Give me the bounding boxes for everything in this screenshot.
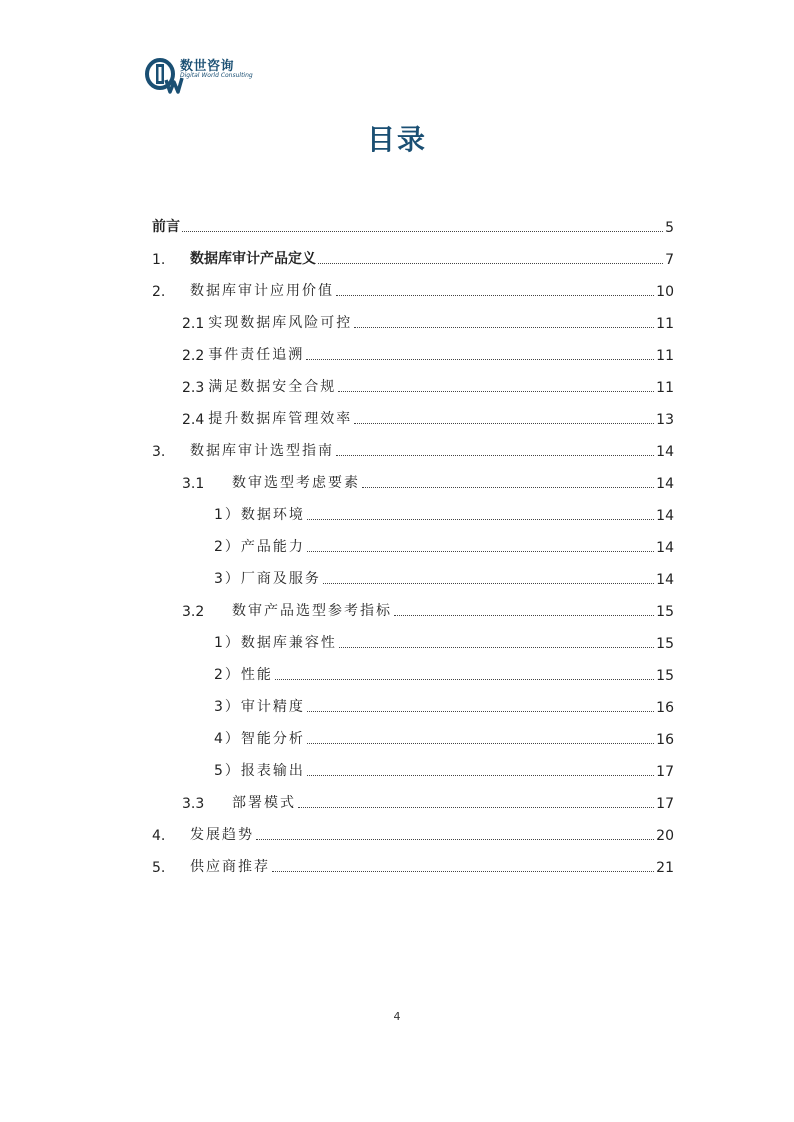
toc-entry-page: 5 xyxy=(665,220,674,236)
toc-dot-leader xyxy=(182,231,663,232)
toc-entry-page: 14 xyxy=(656,540,674,556)
toc-dot-leader xyxy=(298,807,654,808)
toc-entry-page: 14 xyxy=(656,508,674,524)
toc-entry-page: 11 xyxy=(656,348,674,364)
toc-entry-label: 实现数据库风险可控 xyxy=(208,315,353,331)
toc-entry[interactable] xyxy=(152,428,674,460)
toc-entry-page: 7 xyxy=(665,252,674,268)
toc-entry-page: 11 xyxy=(656,316,674,332)
toc-entry-label: 1）数据环境 xyxy=(214,507,305,523)
toc-entry[interactable] xyxy=(152,364,674,396)
toc-entry-number: 1. xyxy=(152,252,166,268)
toc-dot-leader xyxy=(354,327,654,328)
toc-entry[interactable] xyxy=(152,588,674,620)
company-logo xyxy=(144,52,254,96)
toc-entry-number: 3.3 xyxy=(182,796,205,812)
toc-entry-number: 2.4 xyxy=(182,412,205,428)
toc-entry-number: 2.2 xyxy=(182,348,205,364)
toc-entry-page: 16 xyxy=(656,700,674,716)
toc-dot-leader xyxy=(323,583,654,584)
toc-dot-leader xyxy=(256,839,654,840)
toc-entry-label: 部署模式 xyxy=(232,795,296,811)
toc-entry[interactable] xyxy=(152,844,674,876)
toc-entry-page: 14 xyxy=(656,444,674,460)
toc-entry[interactable] xyxy=(152,396,674,428)
toc-dot-leader xyxy=(362,487,654,488)
toc-entry-label: 发展趋势 xyxy=(190,827,254,843)
toc-entry-number: 4. xyxy=(152,828,166,844)
page-title: 目录 xyxy=(366,123,427,156)
toc-dot-leader xyxy=(338,391,654,392)
toc-entry-page: 17 xyxy=(656,796,674,812)
toc-entry[interactable] xyxy=(152,332,674,364)
toc-entry-page: 11 xyxy=(656,380,674,396)
toc-entry-number: 2. xyxy=(152,284,166,300)
toc-entry-page: 17 xyxy=(656,764,674,780)
logo-brand-text: 数世咨询 xyxy=(180,59,235,74)
toc-dot-leader xyxy=(306,359,654,360)
toc-entry-page: 14 xyxy=(656,476,674,492)
toc-entry-number: 3.1 xyxy=(182,476,205,492)
toc-dot-leader xyxy=(272,871,654,872)
toc-entry[interactable] xyxy=(152,524,674,556)
toc-dot-leader xyxy=(339,647,654,648)
toc-entry-label: 2）性能 xyxy=(214,667,273,683)
logo-subtitle: Digital World Consulting xyxy=(180,72,253,79)
toc-dot-leader xyxy=(354,423,654,424)
toc-entry[interactable] xyxy=(152,300,674,332)
toc-dot-leader xyxy=(275,679,654,680)
toc-entry[interactable] xyxy=(152,460,674,492)
toc-dot-leader xyxy=(307,711,654,712)
toc-entry-label: 数审选型考虑要素 xyxy=(232,475,360,491)
toc-entry-page: 10 xyxy=(656,284,674,300)
toc-entry-number: 3.2 xyxy=(182,604,205,620)
toc-entry[interactable] xyxy=(152,556,674,588)
toc-entry-number: 2.1 xyxy=(182,316,205,332)
toc-entry[interactable] xyxy=(152,652,674,684)
table-of-contents xyxy=(152,204,674,876)
toc-entry-page: 15 xyxy=(656,636,674,652)
toc-entry[interactable] xyxy=(152,204,674,236)
dw-logo-icon xyxy=(144,52,184,96)
toc-entry-label: 供应商推荐 xyxy=(190,859,270,875)
toc-entry[interactable] xyxy=(152,620,674,652)
toc-entry-label: 数审产品选型参考指标 xyxy=(232,603,392,619)
toc-dot-leader xyxy=(307,519,654,520)
page-number: 4 xyxy=(393,1010,401,1023)
toc-dot-leader xyxy=(336,455,654,456)
toc-entry-label: 前言 xyxy=(152,219,180,235)
toc-entry-label: 3）审计精度 xyxy=(214,699,305,715)
toc-dot-leader xyxy=(336,295,654,296)
toc-entry-page: 21 xyxy=(656,860,674,876)
toc-entry-number: 3. xyxy=(152,444,166,460)
toc-entry[interactable] xyxy=(152,748,674,780)
toc-entry-label: 数据库审计产品定义 xyxy=(190,251,316,267)
toc-entry-page: 13 xyxy=(656,412,674,428)
toc-entry-label: 4）智能分析 xyxy=(214,731,305,747)
toc-dot-leader xyxy=(394,615,654,616)
toc-dot-leader xyxy=(307,743,654,744)
toc-entry-label: 2）产品能力 xyxy=(214,539,305,555)
toc-entry-label: 5）报表输出 xyxy=(214,763,305,779)
toc-entry-number: 2.3 xyxy=(182,380,205,396)
toc-entry-page: 20 xyxy=(656,828,674,844)
toc-entry-page: 15 xyxy=(656,668,674,684)
toc-entry-label: 提升数据库管理效率 xyxy=(208,411,353,427)
toc-entry[interactable] xyxy=(152,236,674,268)
toc-entry-label: 满足数据安全合规 xyxy=(208,379,337,395)
toc-entry[interactable] xyxy=(152,716,674,748)
toc-entry-label: 1）数据库兼容性 xyxy=(214,635,337,651)
toc-entry-label: 3）厂商及服务 xyxy=(214,571,321,587)
toc-entry-label: 事件责任追溯 xyxy=(208,347,305,363)
toc-entry-page: 14 xyxy=(656,572,674,588)
toc-dot-leader xyxy=(307,775,654,776)
toc-entry[interactable] xyxy=(152,780,674,812)
toc-entry[interactable] xyxy=(152,812,674,844)
toc-entry-page: 15 xyxy=(656,604,674,620)
toc-entry-label: 数据库审计选型指南 xyxy=(190,443,334,459)
toc-entry[interactable] xyxy=(152,684,674,716)
toc-dot-leader xyxy=(307,551,654,552)
toc-entry[interactable] xyxy=(152,492,674,524)
toc-entry-page: 16 xyxy=(656,732,674,748)
toc-dot-leader xyxy=(318,263,663,264)
toc-entry-label: 数据库审计应用价值 xyxy=(190,283,334,299)
toc-entry[interactable] xyxy=(152,268,674,300)
toc-entry-number: 5. xyxy=(152,860,166,876)
